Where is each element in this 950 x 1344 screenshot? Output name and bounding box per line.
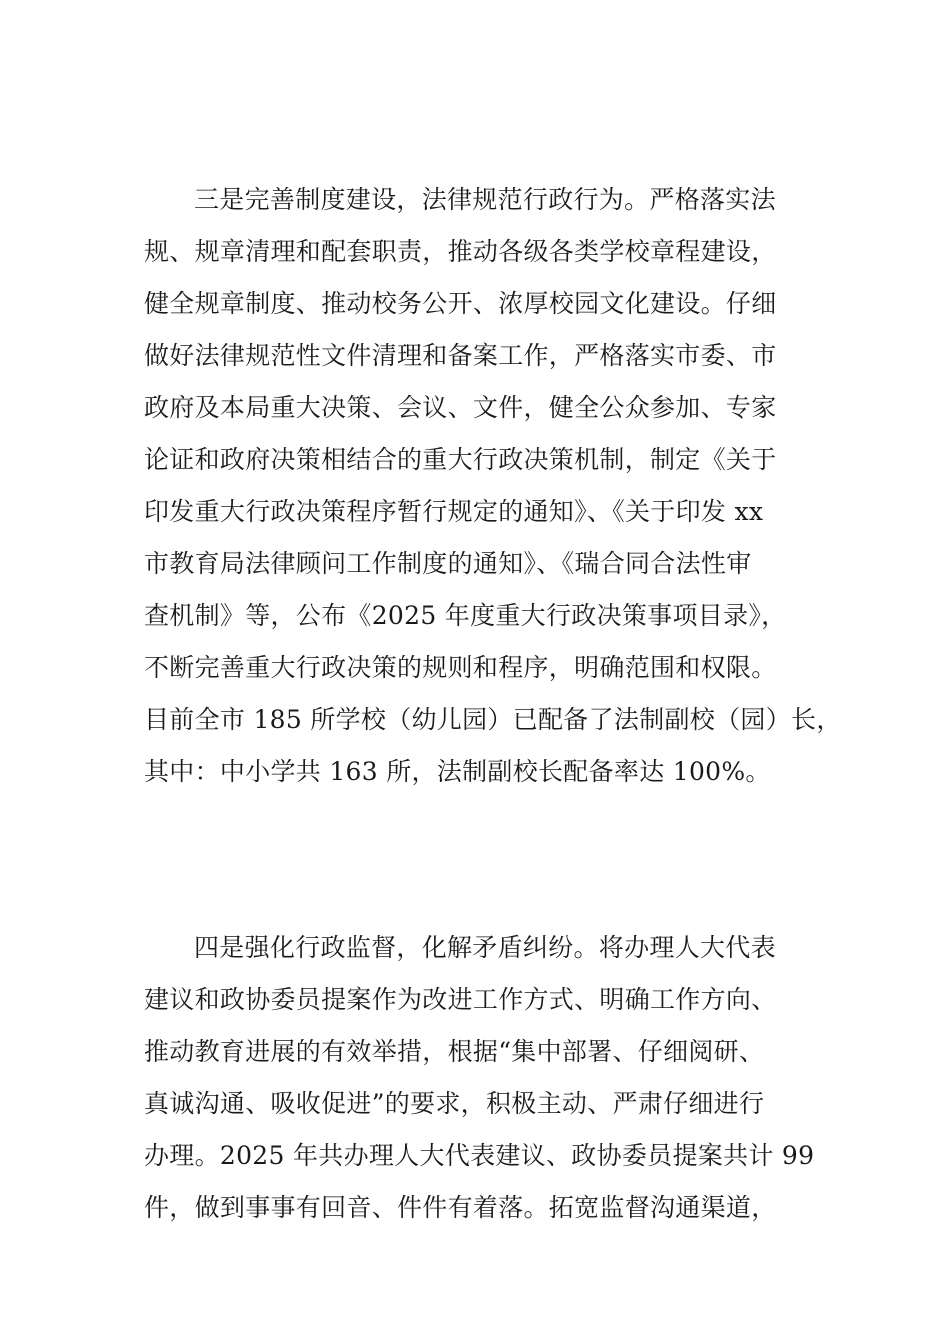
paragraph-line: 件，做到事事有回音、件件有着落。拓宽监督沟通渠道， [144,1193,777,1222]
paragraph-line: 论证和政府决策相结合的重大行政决策机制，制定《关于 [144,445,777,474]
paragraph-line: 建议和政协委员提案作为改进工作方式、明确工作方向、 [144,985,777,1014]
paragraph-line: 做好法律规范性文件清理和备案工作，严格落实市委、市 [144,341,777,370]
paragraph-line: 推动教育进展的有效举措，根据“集中部署、仔细阅研、 [144,1037,765,1066]
paragraph-line: 印发重大行政决策程序暂行规定的通知》、《关于印发 xx [144,497,764,526]
paragraph-line: 目前全市 185 所学校（幼儿园）已配备了法制副校（园）长， [144,705,842,734]
paragraph-line: 不断完善重大行政决策的规则和程序，明确范围和权限。 [144,653,777,682]
paragraph-line: 其中：中小学共 163 所，法制副校长配备率达 100%。 [144,757,771,786]
paragraph-line: 办理。2025 年共办理人大代表建议、政协委员提案共计 99 [144,1141,815,1170]
paragraph-line: 查机制》等，公布《2025 年度重大行政决策事项目录》， [144,601,787,630]
paragraph-line: 市教育局法律顾问工作制度的通知》、《瑞合同合法性审 [144,549,752,578]
paragraph-line: 政府及本局重大决策、会议、文件，健全公众参加、专家 [144,393,777,422]
paragraph-line: 三是完善制度建设，法律规范行政行为。严格落实法 [194,185,776,214]
paragraph-line: 规、规章清理和配套职责，推动各级各类学校章程建设， [144,237,777,266]
paragraph-line: 真诚沟通、吸收促进”的要求，积极主动、严肃仔细进行 [144,1089,765,1118]
paragraph-line: 健全规章制度、推动校务公开、浓厚校园文化建设。仔细 [144,289,777,318]
paragraph-line: 四是强化行政监督，化解矛盾纠纷。将办理人大代表 [194,933,776,962]
